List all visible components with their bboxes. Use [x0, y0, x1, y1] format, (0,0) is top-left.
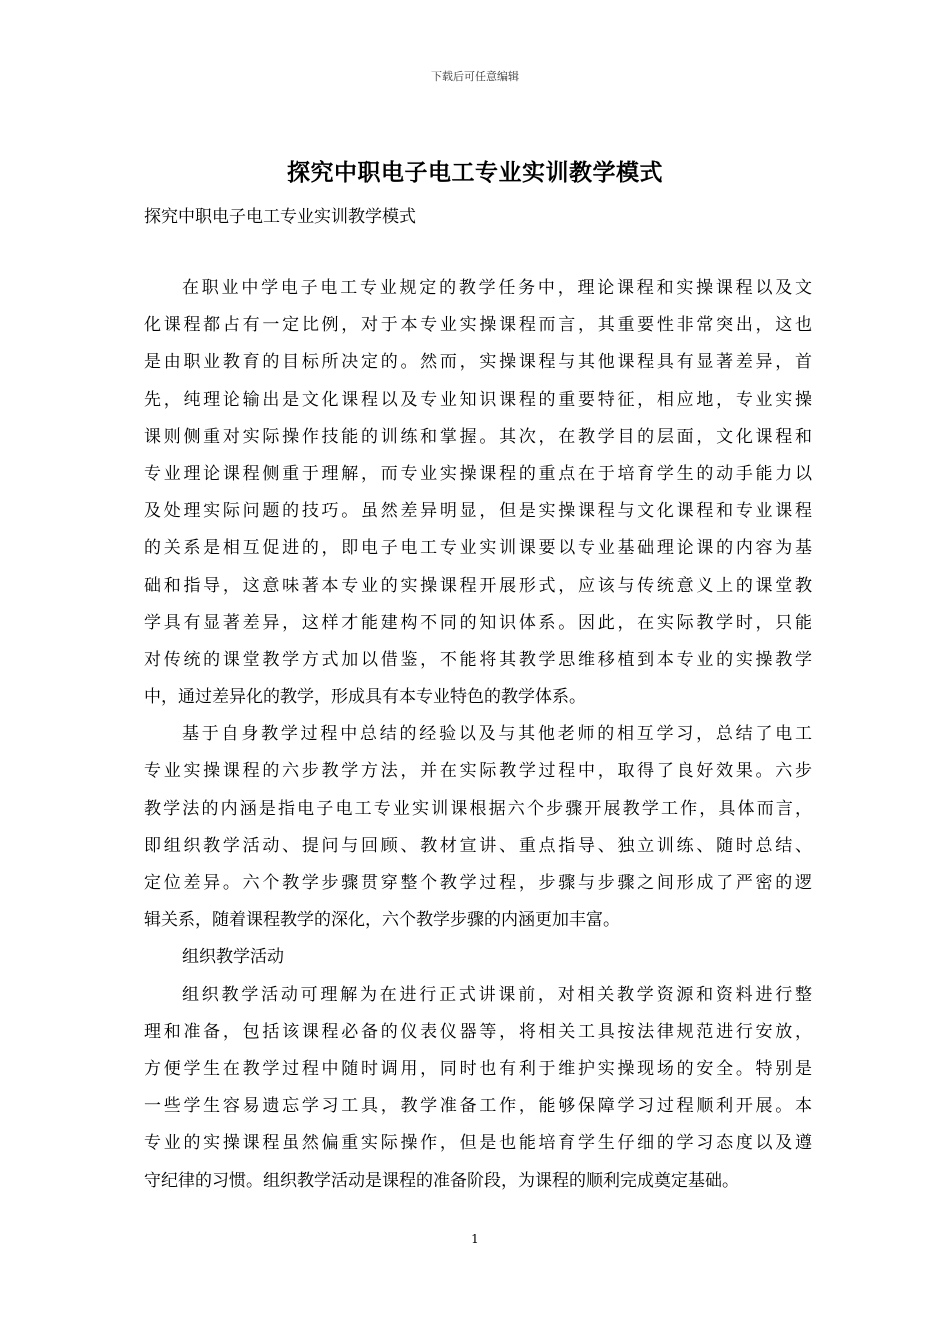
- body-line: 方便学生在教学过程中随时调用，同时也有利于维护实操现场的安全。特别是: [144, 1058, 812, 1079]
- body-line: 教学法的内涵是指电子电工专业实训课根据六个步骤开展教学工作，具体而言，: [144, 798, 812, 819]
- body-line: 专业理论课程侧重于理解，而专业实操课程的重点在于培育学生的动手能力以: [144, 463, 812, 484]
- body-line: 化课程都占有一定比例，对于本专业实操课程而言，其重要性非常突出，这也: [144, 315, 812, 336]
- page-header: 下载后可任意编辑: [431, 70, 519, 83]
- body-line: 先，纯理论输出是文化课程以及专业知识课程的重要特征，相应地，专业实操: [144, 389, 812, 410]
- body-line: 中，通过差异化的教学，形成具有本专业特色的教学体系。: [144, 687, 586, 708]
- body-line: 基于自身教学过程中总结的经验以及与其他老师的相互学习，总结了电工: [182, 724, 812, 745]
- body-line: 守纪律的习惯。组织教学活动是课程的准备阶段，为课程的顺利完成奠定基础。: [144, 1170, 739, 1191]
- body-line: 础和指导，这意味著本专业的实操课程开展形式，应该与传统意义上的课堂教: [144, 575, 812, 596]
- section-heading: 组织教学活动: [182, 947, 284, 968]
- body-line: 定位差异。六个教学步骤贯穿整个教学过程，步骤与步骤之间形成了严密的逻: [144, 873, 812, 893]
- page-number: 1: [471, 1232, 479, 1246]
- body-line: 是由职业教育的目标所决定的。然而，实操课程与其他课程具有显著差异，首: [144, 352, 812, 373]
- document-body: [144, 270, 812, 1200]
- body-line: 专业实操课程的六步教学方法，并在实际教学过程中，取得了良好效果。六步: [144, 761, 812, 782]
- body-line: 理和准备，包括该课程必备的仪表仪器等，将相关工具按法律规范进行安放，: [144, 1021, 812, 1042]
- body-line: 的关系是相互促进的，即电子电工专业实训课要以专业基础理论课的内容为基: [144, 538, 812, 559]
- body-line: 学具有显著差异，这样才能建构不同的知识体系。因此，在实际教学时，只能: [144, 612, 812, 633]
- body-line: 专业的实操课程虽然偏重实际操作，但是也能培育学生仔细的学习态度以及遵: [144, 1133, 812, 1154]
- body-line: 对传统的课堂教学方式加以借鉴，不能将其教学思维移植到本专业的实操教学: [144, 649, 812, 670]
- body-line: 及处理实际问题的技巧。虽然差异明显，但是实操课程与文化课程和专业课程: [144, 501, 812, 522]
- body-line: 辑关系，随着课程教学的深化，六个教学步骤的内涵更加丰富。: [144, 910, 620, 931]
- body-line: 即组织教学活动、提问与回顾、教材宣讲、重点指导、独立训练、随时总结、: [144, 835, 812, 856]
- document-subtitle: 探究中职电子电工专业实训教学模式: [144, 207, 416, 227]
- document-title: 探究中职电子电工专业实训教学模式: [287, 159, 663, 186]
- body-line: 组织教学活动可理解为在进行正式讲课前，对相关教学资源和资料进行整: [182, 984, 812, 1005]
- body-line: 在职业中学电子电工专业规定的教学任务中，理论课程和实操课程以及文: [182, 278, 812, 298]
- body-line: 课则侧重对实际操作技能的训练和掌握。其次，在教学目的层面，文化课程和: [144, 426, 812, 447]
- body-line: 一些学生容易遗忘学习工具，教学准备工作，能够保障学习过程顺利开展。本: [144, 1096, 812, 1117]
